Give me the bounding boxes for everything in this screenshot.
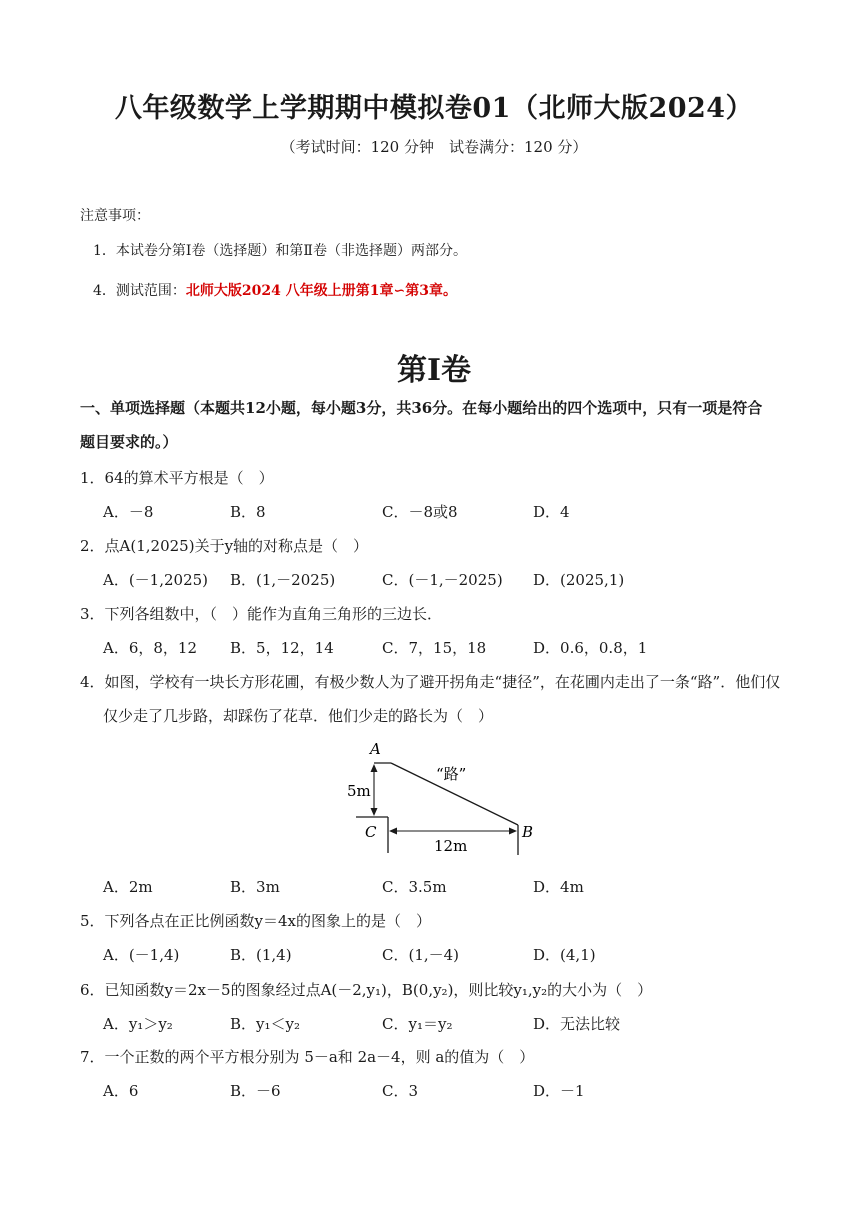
option-a: A．2m: [103, 878, 153, 896]
question-6: 6．已知函数y＝2x－5的图象经过点A(－2,y₁)，B(0,y₂)，则比较y₁,y₂的大小为（ ）: [80, 981, 653, 999]
shortcut-path-figure: [336, 735, 546, 860]
label-a: A: [370, 740, 381, 758]
label-c: C: [365, 823, 377, 841]
question-4-options: [103, 876, 803, 898]
option-d: D．－1: [533, 1082, 585, 1100]
option-c: C．3: [382, 1082, 419, 1100]
option-a: A．y₁＞y₂: [103, 1015, 173, 1033]
option-b: B．y₁＜y₂: [230, 1015, 300, 1033]
page-title: 八年级数学上学期期中模拟卷01（北师大版2024）: [114, 93, 754, 124]
option-a: A．6: [103, 1082, 139, 1100]
section-heading-line-2: 题目要求的。）: [80, 433, 178, 451]
label-b: B: [522, 823, 534, 841]
notice-heading: 注意事项：: [80, 208, 150, 224]
option-c: C．(1,－4): [382, 946, 460, 964]
option-c: C．7，15，18: [382, 639, 487, 657]
volume-title: 第Ⅰ卷: [396, 353, 472, 388]
question-2: 2．点A(1,2025)关于y轴的对称点是（ ）: [80, 537, 369, 555]
notice-item-4-prefix: 4．测试范围：: [93, 283, 186, 299]
option-d: D．4m: [533, 878, 584, 896]
question-2-options: [103, 569, 803, 591]
label-5m: 5m: [347, 782, 371, 800]
arrow-right-icon: [509, 828, 517, 835]
option-a: A．(－1,2025): [103, 571, 209, 589]
option-a: A．6，8，12: [103, 639, 198, 657]
question-1: 1．64的算术平方根是（ ）: [80, 469, 274, 487]
option-b: B．(1,4): [230, 946, 292, 964]
option-a: A．－8: [103, 503, 154, 521]
question-4-continued: 仅少走了几步路，却踩伤了花草．他们少走的路长为（ ）: [103, 707, 494, 725]
question-1-options: [103, 501, 803, 523]
question-7-options: [103, 1080, 803, 1102]
question-7: 7．一个正数的两个平方根分别为 5－a和 2a－4，则 a的值为（ ）: [80, 1048, 535, 1066]
option-b: B．3m: [230, 878, 280, 896]
arrow-down-icon: [371, 808, 378, 816]
question-4: 4．如图，学校有一块长方形花圃，有极少数人为了避开拐角走“捷径”，在花圃内走出了一条“路”．他们仅: [80, 673, 781, 691]
question-3-options: [103, 637, 803, 659]
option-d: D．(4,1): [533, 946, 596, 964]
option-a: A．(－1,4): [103, 946, 180, 964]
option-b: B．5，12，14: [230, 639, 334, 657]
test-scope: 北师大版2024 八年级上册第1章∽第3章。: [185, 283, 457, 299]
question-3: 3．下列各组数中，（ ）能作为直角三角形的三边长．: [80, 605, 443, 623]
question-5: 5．下列各点在正比例函数y＝4x的图象上的是（ ）: [80, 912, 432, 930]
question-5-options: [103, 944, 803, 966]
option-b: B．(1,－2025): [230, 571, 336, 589]
option-b: B．－6: [230, 1082, 281, 1100]
arrow-up-icon: [371, 764, 378, 772]
question-6-options: [103, 1013, 803, 1035]
label-road: “路”: [436, 765, 467, 783]
option-d: D．0.6，0.8，1: [533, 639, 648, 657]
option-d: D．4: [533, 503, 570, 521]
option-c: C．y₁＝y₂: [382, 1015, 453, 1033]
label-12m: 12m: [434, 837, 468, 855]
option-c: C．－8或8: [382, 503, 458, 521]
section-heading-line-1: 一、单项选择题（本题共12小题，每小题3分，共36分。在每小题给出的四个选项中，只有一项是符合: [80, 399, 763, 417]
option-d: D．无法比较: [533, 1015, 621, 1033]
option-c: C．3.5m: [382, 878, 447, 896]
arrow-left-icon: [389, 828, 397, 835]
option-c: C．(－1,－2025): [382, 571, 503, 589]
option-b: B．8: [230, 503, 266, 521]
notice-item-1: 1．本试卷分第Ⅰ卷（选择题）和第Ⅱ卷（非选择题）两部分。: [93, 243, 467, 259]
exam-info: （考试时间：120 分钟 试卷满分：120 分）: [280, 138, 588, 156]
notice-item-4: [93, 280, 457, 300]
option-d: D．(2025,1): [533, 571, 625, 589]
